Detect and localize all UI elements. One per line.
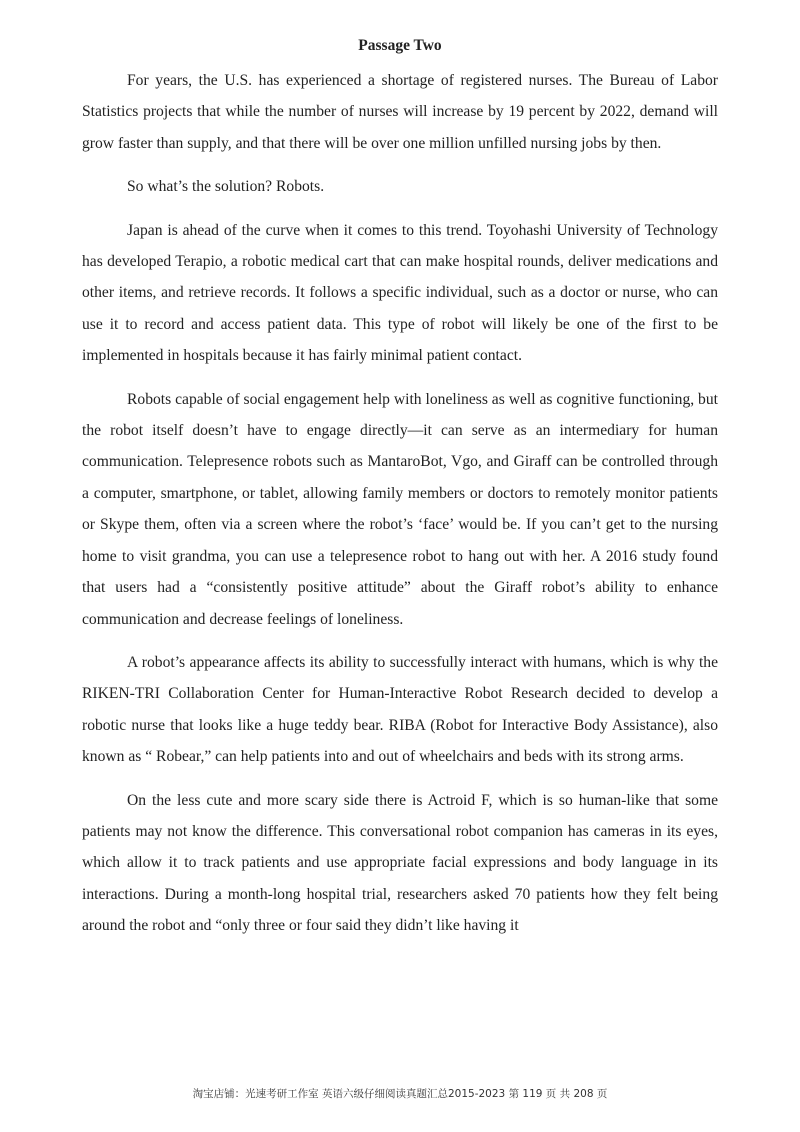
paragraph: Japan is ahead of the curve when it comes to this trend. Toyohashi University of Technology has developed Terapio, a robotic medical cart that can make hospital rounds, deliver medications and other items, and retrieve records. It follows a specific individual, such as a doctor or nurse, who can use it to record and access patient data. This type of robot will likely be one of the first to be implemented in hospitals because it has fairly minimal patient contact.: [82, 221, 718, 365]
passage-body: [82, 65, 718, 954]
paragraph: Robots capable of social engagement help with loneliness as well as cognitive functioning, but the robot itself doesn’t have to engage directly—it can serve as an intermediary for human communication. Telepresence robots such as MantaroBot, Vgo, and Giraff can be controlled through a computer, smartphone, or tablet, allowing family members or doctors to remotely monitor patients or Skype them, often via a screen where the robot’s ‘face’ would be. If you can’t get to the nursing home to visit grandma, you can use a telepresence robot to hang out with her. A 2016 study found that users had a “consistently positive attitude” about the Giraff robot’s ability to enhance communication and decrease feelings of loneliness.: [82, 390, 718, 628]
passage-title: Passage Two: [358, 37, 442, 54]
paragraph: For years, the U.S. has experienced a shortage of registered nurses. The Bureau of Labor Statistics projects that while the number of nurses will increase by 19 percent by 2022, demand will grow faster than supply, and that there will be over one million unfilled nursing jobs by then.: [82, 72, 718, 152]
paragraph: On the less cute and more scary side there is Actroid F, which is so human-like that some patients may not know the difference. This conversational robot companion has cameras in its eyes, which allow it to track patients and use appropriate facial expressions and body language in its interactions. During a month-long hospital trial, researchers asked 70 patients how they felt being around the robot and “only three or four said they didn’t like having it: [82, 791, 718, 935]
page-footer: 淘宝店铺：光速考研工作室 英语六级仔细阅读真题汇总2015-2023 第 119 页 共 208 页: [192, 1088, 608, 1100]
paragraph: So what’s the solution? Robots.: [127, 178, 325, 196]
paragraph: A robot’s appearance affects its ability to successfully interact with humans, which is why the RIKEN-TRI Collaboration Center for Human-Interactive Robot Research decided to develop a robotic nurse that looks like a huge teddy bear. RIBA (Robot for Interactive Body Assistance), also known as “ Robear,” can help patients into and out of wheelchairs and beds with its strong arms.: [82, 653, 718, 766]
